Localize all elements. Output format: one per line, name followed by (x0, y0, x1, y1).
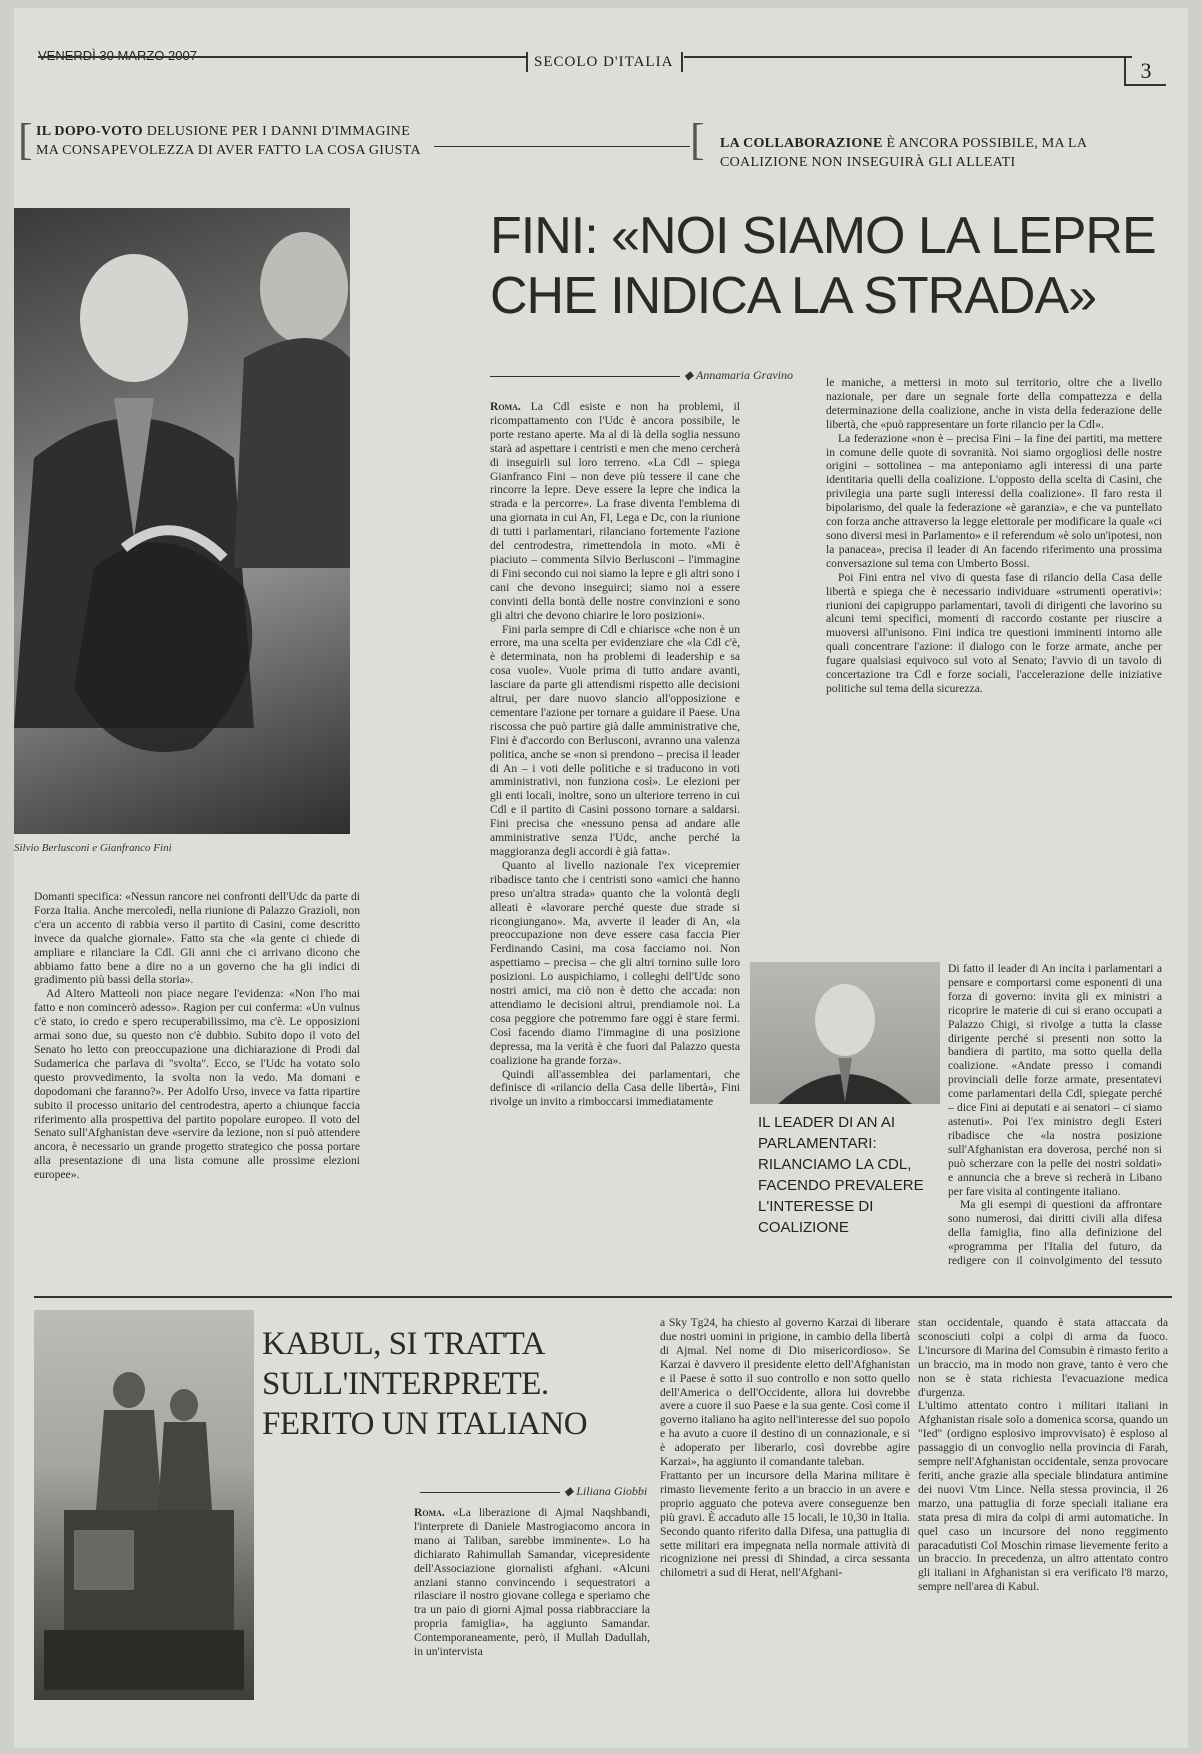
kicker-right (720, 134, 1140, 172)
inset-photo-image (750, 962, 940, 1104)
main-headline-line-1: FINI: «NOI SIAMO LA LEPRE (490, 207, 1156, 265)
kicker-bracket-right: [ (690, 115, 705, 164)
section-divider (34, 1296, 1172, 1298)
paragraph: Di fatto il leader di An incita i parlamentari a pensare e comportarsi come esponenti di una forza di governo: invita gli ex ministri a ricoprire le materie di cui si erano occupati a Palazzo Chigi, si rivolge a tutta la classe dirigente perché si presenti non sotto la bandiera di partito, ma sotto quella della coalizione. «Andate presso i comandi provinciali delle forze armate, presentatevi come parlamentari della Cdl, spiegate perché – dice Fini ai deputati e ai senatori – ci siamo astenuti». Poi l'ex ministro degli Esteri ribadisce che «la nostra posizione sull'Afghanistan era doverosa, perché non si può scherzare con la pelle dei nostri soldati» e annuncia che a breve si recherà in Libano per fare visita al contingente italiano. (948, 962, 1162, 1198)
dateline: Roma. (490, 400, 521, 413)
kabul-headline-line-2: SULL'INTERPRETE. (262, 1366, 549, 1402)
article-column-left (34, 890, 360, 1260)
kicker-bracket-left: [ (18, 115, 33, 164)
paragraph: Domanti specifica: «Nessun rancore nei confronti dell'Udc da parte di Forza Italia. Anche mercoledì, nella riunione di Palazzo Grazioli, non c'era un accento di rabbia verso il partito di Casini, come descritto invece da qualche giornale». Fatto sta che «la gente ci chiede di ampliare e rilanciare la Cdl. Gli anni che ci arrivano dicono che abbiamo fatto bene a dire no a un governo che ha gli indici di gradimento più bassi della storia». (34, 890, 360, 987)
main-photo-caption: Silvio Berlusconi e Gianfranco Fini (14, 842, 172, 854)
header-divider-2 (681, 52, 683, 72)
masthead: SECOLO D'ITALIA (534, 54, 674, 70)
kicker-right-lead: LA COLLABORAZIONE (720, 136, 883, 151)
paragraph: Quanto al livello nazionale l'ex vicepremier ribadisce tanto che i centristi sono «amici che hanno preso un'altra strada» quanto che la volontà degli alleati è «lavorare perché queste due strade si ricongiungano». Ma, avverte il leader di An, «la preoccupazione non deve essere casa faccia Pier Ferdinando Casini, ma cosa facciamo noi. Non aspettiamo – precisa – che gli altri tornino sulle loro posizioni. Lo auspichiamo, i colleghi dell'Udc sono nostri amici, ma ciò non è detto che accada: non attendiamo le decisioni altrui, prendiamole noi. La cosa peggiore che potremmo fare oggi è stare fermi. Così facendo diamo l'immagine di una posizione depressa, ma la verità è che fuori dal Palazzo questa coalizione ha grande forza». (490, 858, 740, 1067)
paragraph: Poi Fini entra nel vivo di questa fase di rilancio della Casa delle libertà e spiega che è necessario individuare «strumenti operativi»: riunioni dei capigruppo parlamentari, tavoli di dirigenti che lavorino su alcuni temi specifici, momenti di raccordo costante per riuscire a muoversi all'unisono. Fini indica tre questioni imminenti intorno alle quali concentrare l'azione: il dialogo con le forze armate, anche per fugare qualsiasi equivoco sul voto al Senato; l'avvio di un tavolo di concertazione tra Cdl e forze sociali, l'accelerazione delle iniziative politiche sul tema della sicurezza. (826, 570, 1162, 695)
main-byline-text: Annamaria Gravino (696, 368, 794, 382)
kabul-photo-image (34, 1310, 254, 1700)
paragraph: le maniche, a mettersi in moto sul territorio, oltre che a livello nazionale, per dare un segnale forte della compattezza e della determinazione della coalizione, anche in vista della federazione delle libertà, che «può rappresentare un forte rilancio per la Cdl». (826, 376, 1162, 431)
byline-diamond-icon: ◆ (684, 368, 697, 382)
kabul-byline-rule (420, 1492, 560, 1493)
header-rule-left (38, 56, 528, 58)
kabul-column-1 (414, 1506, 650, 1736)
paragraph-text: La Cdl esiste e non ha problemi, il ricompattamento con l'Udc è ancora possibile, le porte restano aperte. Ma al di là della soglia nessuno starà ad aspettare i centristi e men che meno cercherà di inseguirli sul loro terreno. «La Cdl – spiega Gianfranco Fini – non deve più tessere il cane che rincorre la lepre. Deve essere la lepre che indica la strada e la percorre». La frase diventa l'emblema di una giornata in cui An, FI, Lega e Dc, con la riunione di tutti i parlamentari, rilanciano fortemente l'azione del centrodestra, rimettendola in moto. «Mi è piaciuto – commenta Silvio Berlusconi – l'immagine di Fini secondo cui noi siamo la lepre e gli altri sono i cani che devono inseguirci; siamo noi a essere convinti della bontà delle nostre convinzioni e sono gli altri che devono chiarire le loro posizioni». (490, 400, 740, 622)
kabul-headline-line-1: KABUL, SI TRATTA (262, 1326, 546, 1362)
paragraph: Fini parla sempre di Cdl e chiarisce «che non è un errore, ma una scelta per evidenziare che «la Cdl c'è, è determinata, non ha problemi di leadership e sa cosa vuole». Vuole prima di tutto andare avanti, lasciare da parte gli attendismi rispetto alle decisioni altrui, per dare nuovo slancio all'opposizione e cementare l'azione per tornare a guidare il Paese. Una riscossa che può partire già dalle amministrative che, Fini è d'accordo con Berlusconi, avranno una valenza politica, anche se «non si prendono – precisa il leader di An – i voti delle politiche e si traducono in voti amministrativi, non funziona così». Le elezioni per gli enti locali, inoltre, sono un ulteriore terreno in cui Cdl e il partito di Casini possono tornare a saldarsi. Fini precisa che «nessuno pensa ad andare alle amministrative senza l'Udc, anche perché la maggioranza degli accordi è già fatta». (490, 622, 740, 858)
inset-photo (750, 962, 940, 1104)
paragraph: stan occidentale, quando è stata attaccata da sconosciuti colpi a colpi di arma da fuoco. L'incursore di Marina del Comsubin è rimasto ferito a un braccio, ma in modo non grave, tanto è vero che non se è stata richiesta l'evacuazione medica d'urgenza. L'ultimo attentato contro i militari italiani in Afghanistan risale solo a domenica scorsa, quando un "Ied" (ordigno esplosivo improvvisato) è esploso al passaggio di un convoglio nella provincia di Farah, sempre nell'Afghanistan occidentale, senza provocare feriti, anche grazie alla speciale blindatura antimine dei nuovi Vtm Lince. Nella stessa provincia, il 26 marzo, una pattuglia di forze speciali italiane era stata presa di mira da colpi di armi automatiche. In quel caso un incursore del nono reggimento paracadutisti Col Moschin rimase lievemente ferito a un braccio. In precedenza, un altro attentato contro gli italiani in Afghanistan si era verificato l'8 marzo, sempre nell'area di Kabul. (918, 1316, 1168, 1594)
main-photo-image (14, 208, 350, 834)
kicker-rule (434, 146, 690, 147)
article-column-right-lower (948, 962, 1162, 1268)
main-headline-line-2: CHE INDICA LA STRADA» (490, 267, 1097, 325)
byline-diamond-icon: ◆ (564, 1484, 577, 1498)
page-number: 3 (1124, 58, 1166, 86)
paragraph: Ma gli esempi di questioni da affrontare sono numerosi, dai diritti civili alla difesa della famiglia, fino alla definizione del «programma per l'Italia del futuro, da redigere con il coinvolgimento del tessuto (948, 1198, 1162, 1268)
paragraph-text: «La liberazione di Ajmal Naqshbandi, l'interprete di Daniele Mastrogiacomo ancora in mano ai Taliban, sarebbe imminente». Lo ha dichiarato Rahimullah Samandar, vicepresidente dell'Associazione giornalisti afghani. «Alcuni anziani stanno convincendo i sequestratori a rilasciare il nostro giovane collega e speriamo che tra un paio di giorni Ajmal possa riabbracciare la propria famiglia», ha aggiunto Samandar. Contemporaneamente, però, il Mullah Dadullah, in un'intervista (414, 1506, 650, 1659)
dateline: Roma. (414, 1506, 445, 1519)
kicker-left-text: DELUSIONE PER I DANNI D'IMMAGINE MA CONSAPEVOLEZZA DI AVER FATTO LA COSA GIUSTA (36, 124, 421, 158)
paragraph (414, 1506, 650, 1659)
paragraph: Quindi all'assemblea dei parlamentari, che definisce di «rilancio della Casa delle libertà», Fini rivolge un invito a rimboccarsi immediatamente (490, 1067, 740, 1109)
kabul-column-2 (660, 1316, 910, 1736)
kicker-right-text: È ANCORA POSSIBILE, MA LA COALIZIONE NON INSEGUIRÀ GLI ALLEATI (720, 136, 1087, 170)
kabul-column-3 (918, 1316, 1168, 1736)
pull-quote: IL LEADER DI AN AI PARLAMENTARI: RILANCIAMO LA CDL, FACENDO PREVALERE L'INTERESSE DI COALIZIONE (758, 1114, 924, 1236)
kabul-byline (564, 1484, 647, 1499)
newspaper-page (14, 8, 1188, 1748)
main-byline (684, 368, 793, 383)
main-photo (14, 208, 350, 834)
header-divider (526, 52, 528, 72)
main-headline (490, 206, 1180, 326)
article-column-middle (490, 400, 740, 1268)
paragraph: a Sky Tg24, ha chiesto al governo Karzai di liberare due nostri uomini in prigione, in cambio della libertà di Ajmal. Nel nome di Dio misericordioso». Se Karzai è davvero il presidente eletto dell'Afghanistan e il Paese è sotto il suo controllo e non sotto quello dell'America o dell'Occidente, allora lui dovrebbe avere a cuore il suo Paese e la sua gente. Così come il governo italiano ha agito nell'interesse del suo popolo e ha avuto a cuore il destino di un connazionale, e si è adoperato per liberarlo, così dovrebbe agire Karzai», ha aggiunto il comandante taleban. Frattanto per un incursore della Marina militare è rimasto lievemente ferito a un braccio in un avere e proprio agguato che poteva avere conseguenze ben più gravi. È accaduto alle 15 locali, le 10,30 in Italia. Secondo quanto riferito dalla Difesa, una pattuglia di sette militari era impegnata nella normale attività di ricognizione nei pressi di Shindad, a circa sessanta chilometri a sud di Herat, nell'Afghani- (660, 1316, 910, 1580)
kabul-headline (262, 1324, 622, 1444)
kabul-photo (34, 1310, 254, 1700)
kabul-byline-text: Liliana Giobbi (576, 1484, 648, 1498)
paragraph: La federazione «non è – precisa Fini – la fine dei partiti, ma mettere in comune delle quote di sovranità. Noi siamo orgogliosi delle nostre origini – sottolinea – ma anteponiamo agli interessi di una parte identitaria quelli della coalizione. L'opposto della scelta di Casini, che privilegia una parte sugli interessi della coalizione». Il faro resta il bipolarismo, del quale la federazione «è garanzia», e che va puntellato con forza anche attraverso la legge elettorale per modificare la quale «ci sono diversi mesi in Parlamento» e il referendum «è solo un'ipotesi, non la panacea», precisa il leader di An facendo riferimento una prossima conversazione sul tema con Umberto Bossi. (826, 431, 1162, 570)
kicker-left (36, 122, 436, 160)
byline-rule (490, 376, 680, 377)
header-rule-right (684, 56, 1132, 58)
paragraph (490, 400, 740, 623)
article-column-right (826, 376, 1162, 962)
paragraph: Ad Altero Matteoli non piace negare l'evidenza: «Non l'ho mai fatto e non comincerò adesso». Ragion per cui conferma: «Un vulnus c'è stato, io credo e spero recuperabilissimo, ma c'è. Le opposizioni armai sono due, su questo non c'è dubbio. Subito dopo il voto del Senato ho letto con preoccupazione una dichiarazione di Prodi dal Sudamerica che parlava di "svolta". Ecco, se l'Udc ha votato solo questo provvedimento, la svolta non la vedo. Ma domani e dopodomani che faranno?». Per Adolfo Urso, invece va fatta ripartire subito il processo unitario del centrodestra, aperto a chiunque faccia riferimento alla prospettiva del partito popolare europeo. Il voto del Senato sull'Afghanistan deve «servire da lezione, non si può attendere ancora, è necessario un grande progetto strategico che possa portare alla presentazione di una lista comune alle prossime elezioni europee». (34, 987, 360, 1182)
kabul-headline-line-3: FERITO UN ITALIANO (262, 1406, 588, 1442)
kicker-left-lead: IL DOPO-VOTO (36, 124, 143, 139)
